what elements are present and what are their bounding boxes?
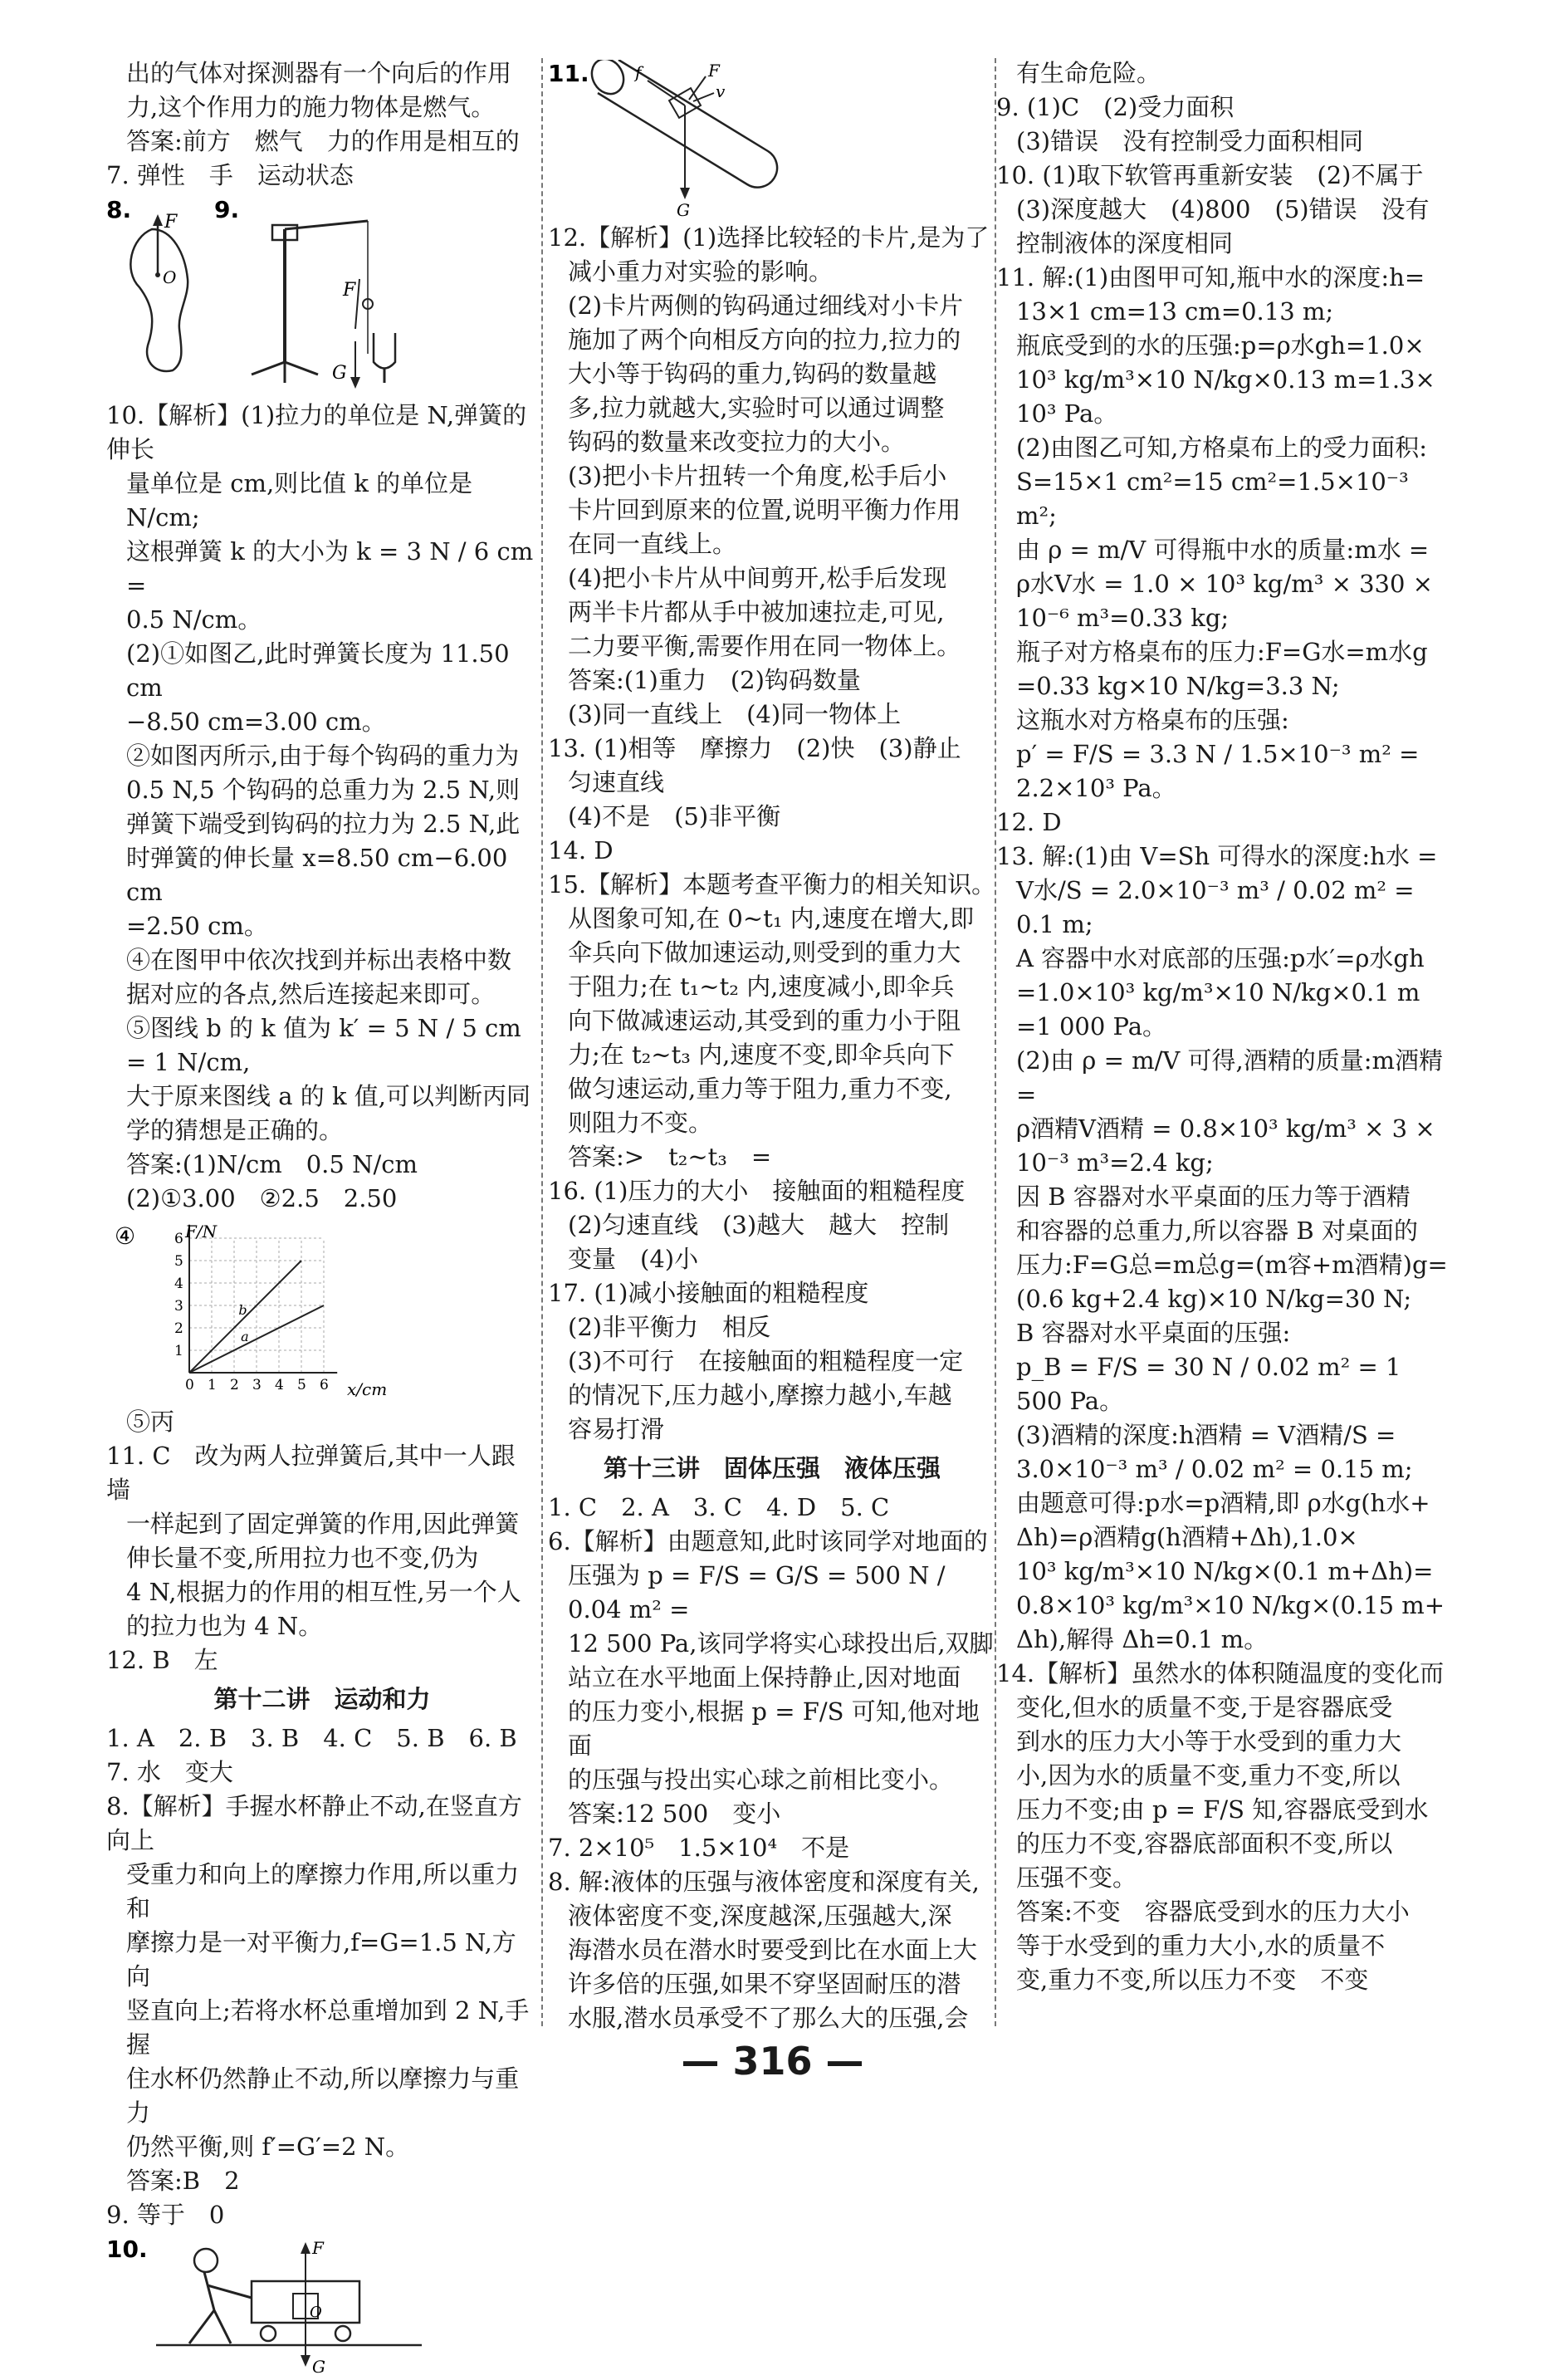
point-o [155, 272, 160, 277]
text-line: 于阻力;在 t₁~t₂ 内,速度减小,即伞兵 [568, 972, 955, 1001]
y-tick-label: 2 [174, 1320, 183, 1337]
text-line: 的压力不变,容器底部面积不变,所以 [1016, 1829, 1393, 1858]
text-line: 压力不变;由 p = F/S 知,容器底受到水 [1016, 1795, 1429, 1824]
text-line: 10³ Pa。 [1016, 399, 1118, 428]
text-line: (2)非平衡力 相反 [568, 1313, 771, 1341]
page-number: — 316 — [681, 2039, 864, 2084]
text-line: 8. 解:液体的压强与液体密度和深度有关, [548, 1868, 980, 1896]
x-tick-label: 4 [275, 1377, 284, 1393]
text-line: (2)卡片两侧的钩码通过细线对小卡片 [568, 291, 964, 320]
text-line: 有生命危险。 [1016, 59, 1161, 87]
text-line: 12 500 Pa,该同学将实心球投出后,双脚 [568, 1629, 994, 1658]
label-o: O [310, 2304, 322, 2321]
text-line: 11. 解:(1)由图甲可知,瓶中水的深度:h= [996, 263, 1425, 291]
text-line: (2)①3.00 ②2.5 2.50 [126, 1184, 398, 1212]
text-line: 控制液体的深度相同 [1016, 229, 1234, 257]
arrow-head-icon [153, 214, 163, 226]
text-line: 14.【解析】虽然水的体积随温度的变化而 [996, 1659, 1445, 1687]
page-number-value: 316 [732, 2039, 813, 2084]
label-g: G [312, 2357, 325, 2377]
text-line: 由 ρ = m/V 可得瓶中水的质量:m水 = [1016, 536, 1430, 564]
graph-item-label: ④ [115, 1222, 136, 1250]
text-line: 力,这个作用力的施力物体是燃气。 [126, 93, 496, 121]
label-f: F [708, 61, 720, 81]
y-tick-label: 5 [174, 1253, 183, 1270]
figure-8-9 [106, 196, 521, 395]
text-line: (3)把小卡片扭转一个角度,松手后小 [568, 462, 947, 490]
wheel [261, 2326, 276, 2341]
cylinder-body [598, 60, 777, 188]
text-line: 容易打滑 [568, 1415, 665, 1443]
text-line: (3)错误 没有控制受力面积相同 [1016, 127, 1364, 155]
person-head [194, 2249, 218, 2272]
text-line: 的拉力也为 4 N。 [126, 1612, 323, 1640]
text-line: 瓶底受到的水的压强:p=ρ水gh=1.0× [1016, 331, 1425, 360]
x-tick-label: 5 [297, 1377, 306, 1393]
text-line: ⑤丙 [126, 1408, 175, 1436]
text-line: 匀速直线 [568, 768, 665, 796]
text-line: 7. 2×10⁵ 1.5×10⁴ 不是 [548, 1834, 850, 1862]
series-label-a: a [241, 1329, 249, 1345]
text-line: 出的气体对探测器有一个向后的作用 [126, 59, 512, 87]
text-line: 0.5 N,5 个钩码的总重力为 2.5 N,则 [126, 776, 521, 804]
arrow-head-icon [301, 2355, 310, 2367]
text-line: 减小重力对实验的影响。 [568, 257, 834, 286]
text-line: (3)深度越大 (4)800 (5)错误 没有 [1016, 195, 1430, 223]
text-line: Δh)=ρ酒精g(h酒精+Δh),1.0× [1016, 1523, 1358, 1551]
text-line: 变量 (4)小 [568, 1245, 699, 1273]
text-line: 答案:12 500 变小 [568, 1800, 781, 1828]
text-line: 大于原来图线 a 的 k 值,可以判断丙同 [126, 1082, 530, 1110]
text-line: ρ酒精V酒精 = 0.8×10³ kg/m³ × 3 × [1016, 1114, 1435, 1143]
section-title: 第十二讲 运动和力 [213, 1685, 431, 1713]
text-line: 13×1 cm=13 cm=0.13 m; [1016, 297, 1334, 326]
figure-9-label: 9. [214, 196, 240, 223]
x-tick-label: 6 [320, 1377, 329, 1393]
text-line: =1 000 Pa。 [1016, 1012, 1167, 1041]
text-line: 7. 弹性 手 运动状态 [106, 161, 354, 189]
wrench-outline [130, 229, 188, 371]
text-line: 等于水受到的重力大小,水的质量不 [1016, 1932, 1386, 1960]
graph-x-label: x/cm [347, 1379, 388, 1399]
y-tick-label: 4 [174, 1276, 183, 1292]
text-line: 10³ kg/m³×10 N/kg×0.13 m=1.3× [1016, 365, 1435, 394]
text-line: A 容器中水对底部的压强:p水′=ρ水gh [1016, 944, 1425, 972]
label-o: O [163, 267, 177, 287]
text-line: 答案:前方 燃气 力的作用是相互的 [126, 127, 520, 155]
y-tick-label: 3 [174, 1298, 183, 1315]
x-tick-label: 1 [208, 1377, 217, 1393]
text-line: 10⁻⁶ m³=0.33 kg; [1016, 604, 1230, 632]
text-line: 的压强与投出实心球之前相比变小。 [568, 1765, 954, 1794]
text-line: −8.50 cm=3.00 cm。 [126, 708, 386, 736]
y-tick-label: 6 [174, 1231, 183, 1247]
text-line: 8.【解析】手握水杯静止不动,在竖直方向上 [106, 1792, 522, 1854]
text-line: 14. D [548, 836, 614, 864]
column-right [996, 56, 1449, 1997]
text-line: 答案:不变 容器底受到水的压力大小 [1016, 1898, 1410, 1926]
text-line: (4)把小卡片从中间剪开,松手后发现 [568, 564, 947, 592]
text-line: 施加了两个向相反方向的拉力,拉力的 [568, 326, 961, 354]
label-g: G [677, 200, 690, 218]
text-line: 从图象可知,在 0~t₁ 内,速度在增大,即 [568, 904, 975, 933]
text-line: V水/S = 2.0×10⁻³ m³ / 0.02 m² = 0.1 m; [1016, 876, 1415, 938]
text-line: 则阻力不变。 [568, 1109, 713, 1137]
text-line: 竖直向上;若将水杯总重增加到 2 N,手握 [126, 1996, 530, 2059]
text-line: (2)由 ρ = m/V 可得,酒精的质量:m酒精 = [1016, 1046, 1443, 1109]
text-line: (3)酒精的深度:h酒精 = V酒精/S = [1016, 1421, 1396, 1449]
text-line: 钩码的数量来改变拉力的大小。 [568, 428, 906, 456]
arrow-head-icon [350, 377, 360, 389]
text-line: p′ = F/S = 3.3 N / 1.5×10⁻³ m² = 2.2×10³ Pa。 [1016, 740, 1420, 802]
stand-base [252, 362, 318, 383]
text-line: 弹簧下端受到钩码的拉力为 2.5 N,此 [126, 810, 521, 838]
text-line: (3)同一直线上 (4)同一物体上 [568, 700, 902, 728]
text-line: (2)①如图乙,此时弹簧长度为 11.50 cm [126, 639, 510, 702]
text-line: 压力:F=G总=m总g=(m容+m酒精)g= [1016, 1251, 1448, 1279]
label-friction: f [635, 62, 642, 82]
label-v: v [716, 81, 726, 101]
text-line: 答案:(1)重力 (2)钩码数量 [568, 666, 861, 694]
text-line: 多,拉力就越大,实验时可以通过调整 [568, 394, 945, 422]
text-line: 13. 解:(1)由 V=Sh 可得水的深度:h水 = [996, 842, 1438, 870]
text-line: 4 N,根据力的作用的相互性,另一个人 [126, 1578, 521, 1606]
text-line: 13. (1)相等 摩擦力 (2)快 (3)静止 [548, 734, 961, 762]
text-line: 答案:(1)N/cm 0.5 N/cm [126, 1150, 418, 1178]
section-title: 第十三讲 固体压强 液体压强 [603, 1454, 941, 1482]
label-f: F [312, 2238, 324, 2258]
text-line: 1. A 2. B 3. B 4. C 5. B 6. B [106, 1724, 517, 1752]
text-line: =2.50 cm。 [126, 912, 268, 940]
text-line: 站立在水平地面上保持静止,因对地面 [568, 1663, 961, 1692]
text-line: 12.【解析】(1)选择比较轻的卡片,是为了 [548, 223, 990, 252]
text-line: (2)由图乙可知,方格桌布上的受力面积: [1016, 433, 1428, 462]
label-f2: F [343, 280, 356, 301]
text-line: 17. (1)减小接触面的粗糙程度 [548, 1279, 869, 1307]
text-line: 摩擦力是一对平衡力,f=G=1.5 N,方向 [126, 1928, 516, 1991]
y-tick-label: 1 [174, 1343, 183, 1359]
figure-11-label: 11. [548, 60, 589, 87]
text-line: Δh),解得 Δh=0.1 m。 [1016, 1625, 1269, 1653]
text-line: ρ水V水 = 1.0 × 10³ kg/m³ × 330 × [1016, 570, 1433, 598]
text-line: 大小等于钩码的重力,钩码的数量越 [568, 360, 937, 388]
tuning-fork [374, 333, 395, 369]
text-line: 海潜水员在潜水时要受到比在水面上大 [568, 1936, 978, 1964]
text-line: 由题意可得:p水=p酒精,即 ρ水g(h水+ [1016, 1489, 1430, 1517]
text-line: 12. B 左 [106, 1646, 218, 1674]
text-line: p_B = F/S = 30 N / 0.02 m² = 1 500 Pa。 [1016, 1353, 1401, 1415]
text-line: B 容器对水平桌面的压强: [1016, 1319, 1291, 1347]
text-line: 15.【解析】本题考查平衡力的相关知识。 [548, 870, 996, 899]
text-line: 答案:B 2 [126, 2167, 240, 2195]
text-line: ②如图丙所示,由于每个钩码的重力为 [126, 742, 520, 770]
wheel [335, 2326, 350, 2341]
text-line: (3)不可行 在接触面的粗糙程度一定 [568, 1347, 964, 1375]
text-line: 10. (1)取下软管再重新安装 (2)不属于 [996, 161, 1424, 189]
text-line: 变,重力不变,所以压力不变 不变 [1016, 1966, 1369, 1994]
text-line: 量单位是 cm,则比值 k 的单位是 N/cm; [126, 469, 473, 531]
column-left [106, 56, 538, 2380]
text-line: 做匀速运动,重力等于阻力,重力不变, [568, 1075, 952, 1103]
text-line: 压强不变。 [1016, 1863, 1137, 1892]
text-line: 1. C 2. A 3. C 4. D 5. C [548, 1493, 890, 1521]
text-line: 7. 水 变大 [106, 1758, 233, 1786]
text-line: 力;在 t₂~t₃ 内,速度不变,即伞兵向下 [568, 1041, 955, 1069]
text-line: 0.5 N/cm。 [126, 605, 262, 634]
text-line: 伸长量不变,所用拉力也不变,仍为 [126, 1544, 479, 1572]
series-label-b: b [238, 1301, 247, 1318]
text-line: 小,因为水的质量不变,重力不变,所以 [1016, 1761, 1401, 1790]
text-line: 许多倍的压强,如果不穿坚固耐压的潜 [568, 1970, 961, 1998]
text-line: 住水杯仍然静止不动,所以摩擦力与重力 [126, 2064, 520, 2127]
text-line: 瓶子对方格桌布的压力:F=G水=m水g [1016, 638, 1428, 666]
arrow-head-icon [301, 2242, 310, 2254]
text-line: 的情况下,压力越小,摩擦力越小,车越 [568, 1381, 952, 1409]
x-tick-label: 2 [230, 1377, 239, 1393]
text-line: 一样起到了固定弹簧的作用,因此弹簧 [126, 1510, 520, 1538]
text-line: 11. C 改为两人拉弹簧后,其中一人跟墙 [106, 1442, 516, 1504]
text-line: 两半卡片都从手中被加速拉走,可见, [568, 598, 945, 626]
text-line: 这根弹簧 k 的大小为 k = 3 N / 6 cm = [126, 537, 534, 600]
text-line: 10⁻³ m³=2.4 kg; [1016, 1148, 1214, 1177]
label-g: G [332, 363, 347, 384]
text-line: ④在图甲中依次找到并标出表格中数 [126, 946, 512, 974]
text-line: 9. (1)C (2)受力面积 [996, 93, 1235, 121]
text-line: ⑤图线 b 的 k 值为 k′ = 5 N / 5 cm = 1 N/cm, [126, 1014, 521, 1076]
text-line: 因 B 容器对水平桌面的压力等于酒精 [1016, 1183, 1411, 1211]
column-middle [548, 56, 996, 2035]
text-line: 答案:> t₂~t₃ = [568, 1143, 772, 1171]
text-line: (0.6 kg+2.4 kg)×10 N/kg=30 N; [1016, 1285, 1412, 1313]
column-divider [541, 58, 543, 2026]
text-line: =0.33 kg×10 N/kg=3.3 N; [1016, 672, 1340, 700]
figure-10 [106, 2236, 521, 2377]
x-tick-label: 0 [185, 1377, 194, 1393]
figure-8-label: 8. [106, 196, 132, 223]
figure-graph [106, 1219, 455, 1402]
text-line: 和容器的总重力,所以容器 B 对桌面的 [1016, 1217, 1418, 1245]
text-line: 受重力和向上的摩擦力作用,所以重力和 [126, 1860, 520, 1922]
person-body [189, 2272, 252, 2343]
text-line: 卡片回到原来的位置,说明平衡力作用 [568, 496, 961, 524]
text-line: 12. D [996, 808, 1062, 836]
text-line: 液体密度不变,深度越深,压强越大,深 [568, 1902, 952, 1930]
text-line: 3.0×10⁻³ m³ / 0.02 m² = 0.15 m; [1016, 1455, 1413, 1483]
text-line: 时弹簧的伸长量 x=8.50 cm−6.00 cm [126, 844, 508, 906]
text-line: 10³ kg/m³×10 N/kg×(0.1 m+Δh)= [1016, 1557, 1434, 1585]
cylinder-end [585, 60, 629, 100]
text-line: 仍然平衡,则 f′=G′=2 N。 [126, 2133, 410, 2161]
text-line: 6.【解析】由题意知,此时该同学对地面的 [548, 1527, 988, 1555]
text-line: 在同一直线上。 [568, 530, 737, 558]
graph-y-label: F/N [185, 1222, 218, 1241]
label-f: F [164, 212, 178, 233]
text-line: 伞兵向下做加速运动,则受到的重力大 [568, 938, 961, 967]
text-line: 学的猜想是正确的。 [126, 1116, 344, 1144]
text-line: 二力要平衡,需要作用在同一物体上。 [568, 632, 961, 660]
text-line: S=15×1 cm²=15 cm²=1.5×10⁻³ m²; [1016, 468, 1409, 530]
text-line: 到水的压力大小等于水受到的重力大 [1016, 1727, 1402, 1756]
arrow-head-icon [680, 188, 690, 199]
graph-grid [174, 1225, 337, 1393]
text-line: 变化,但水的质量不变,于是容器底受 [1016, 1693, 1393, 1721]
x-tick-label: 3 [252, 1377, 262, 1393]
text-line: 水服,潜水员承受不了那么大的压强,会 [568, 2004, 969, 2032]
force-arrow-f2 [355, 279, 359, 329]
text-line: 的压力变小,根据 p = F/S 可知,他对地面 [568, 1697, 980, 1760]
text-line: =1.0×10³ kg/m³×10 N/kg×0.1 m [1016, 978, 1420, 1006]
text-line: 压强为 p = F/S = G/S = 500 N / 0.04 m² = [568, 1561, 946, 1623]
text-line: 这瓶水对方格桌布的压强: [1016, 706, 1289, 734]
text-line: 10.【解析】(1)拉力的单位是 N,弹簧的伸长 [106, 401, 527, 463]
text-line: 9. 等于 0 [106, 2201, 225, 2229]
friction-arrow [648, 81, 685, 105]
text-line: 据对应的各点,然后连接起来即可。 [126, 980, 496, 1008]
text-line: (4)不是 (5)非平衡 [568, 802, 781, 830]
text-line: 向下做减速运动,其受到的重力小于阻 [568, 1006, 961, 1035]
figure-10-label: 10. [106, 2236, 148, 2263]
text-line: (2)匀速直线 (3)越大 越大 控制 [568, 1211, 950, 1239]
text-line: 16. (1)压力的大小 接触面的粗糙程度 [548, 1177, 966, 1205]
figure-11 [548, 60, 980, 218]
text-line: 0.8×10³ kg/m³×10 N/kg×(0.15 m+ [1016, 1591, 1445, 1619]
